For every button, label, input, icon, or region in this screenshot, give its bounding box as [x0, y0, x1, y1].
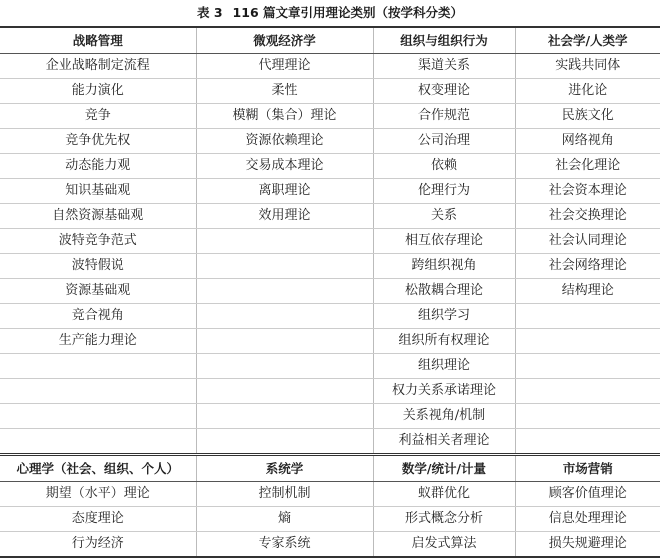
table-row [0, 54, 660, 79]
table-cell: 态度理论 [0, 507, 196, 532]
table-cell: 权变理论 [373, 79, 515, 104]
table-cell: 损失规避理论 [515, 532, 660, 558]
table-cell [515, 329, 660, 354]
table-cell [515, 354, 660, 379]
table-cell [196, 354, 373, 379]
table-cell: 竞合视角 [0, 304, 196, 329]
table-cell [196, 229, 373, 254]
table-row [0, 204, 660, 229]
table-cell [0, 429, 196, 455]
table-cell: 社会化理论 [515, 154, 660, 179]
table-caption [0, 0, 660, 26]
table-title: 116 篇文章引用理论类别（按学科分类） [232, 5, 463, 20]
table-cell: 能力演化 [0, 79, 196, 104]
table-row [0, 279, 660, 304]
theory-category-table [0, 26, 660, 558]
table-row [0, 129, 660, 154]
table-cell [196, 379, 373, 404]
table-cell [196, 304, 373, 329]
table-cell: 动态能力观 [0, 154, 196, 179]
table-cell: 柔性 [196, 79, 373, 104]
column-header: 微观经济学 [196, 27, 373, 54]
table-row [0, 354, 660, 379]
column-header: 社会学/人类学 [515, 27, 660, 54]
table-row [0, 179, 660, 204]
section1-body [0, 54, 660, 455]
table-row [0, 254, 660, 279]
table-cell: 交易成本理论 [196, 154, 373, 179]
table-row [0, 104, 660, 129]
column-header: 心理学（社会、组织、个人） [0, 455, 196, 482]
table-cell: 跨组织视角 [373, 254, 515, 279]
table-row [0, 79, 660, 104]
table-cell: 资源依赖理论 [196, 129, 373, 154]
table-cell: 进化论 [515, 79, 660, 104]
table-cell [196, 279, 373, 304]
table-cell: 社会认同理论 [515, 229, 660, 254]
table-cell: 结构理论 [515, 279, 660, 304]
table-cell [0, 379, 196, 404]
table-cell: 形式概念分析 [373, 507, 515, 532]
table-cell: 组织学习 [373, 304, 515, 329]
table-cell: 期望（水平）理论 [0, 482, 196, 507]
table-cell: 知识基础观 [0, 179, 196, 204]
table-cell: 启发式算法 [373, 532, 515, 558]
table-cell: 相互依存理论 [373, 229, 515, 254]
table-cell: 合作规范 [373, 104, 515, 129]
table-cell: 松散耦合理论 [373, 279, 515, 304]
table-cell: 波特竞争范式 [0, 229, 196, 254]
table-cell [0, 404, 196, 429]
table-cell: 组织理论 [373, 354, 515, 379]
table-cell: 社会网络理论 [515, 254, 660, 279]
table-cell: 伦理行为 [373, 179, 515, 204]
table-cell: 模糊（集合）理论 [196, 104, 373, 129]
table-cell: 依赖 [373, 154, 515, 179]
table-row [0, 329, 660, 354]
table-cell [196, 329, 373, 354]
table-cell: 波特假说 [0, 254, 196, 279]
table-cell: 自然资源基础观 [0, 204, 196, 229]
table-cell: 公司治理 [373, 129, 515, 154]
table-cell [515, 379, 660, 404]
table-cell: 专家系统 [196, 532, 373, 558]
table-number: 表 3 [196, 5, 223, 20]
column-header: 数学/统计/计量 [373, 455, 515, 482]
table-row [0, 229, 660, 254]
table-cell: 顾客价值理论 [515, 482, 660, 507]
table-cell: 实践共同体 [515, 54, 660, 79]
table-cell: 离职理论 [196, 179, 373, 204]
table-row [0, 532, 660, 558]
table-cell: 竞争优先权 [0, 129, 196, 154]
table-cell: 网络视角 [515, 129, 660, 154]
table-cell: 效用理论 [196, 204, 373, 229]
table-row [0, 404, 660, 429]
table-cell: 关系视角/机制 [373, 404, 515, 429]
table-cell: 控制机制 [196, 482, 373, 507]
table-cell [515, 404, 660, 429]
table-row [0, 429, 660, 455]
table-cell [196, 254, 373, 279]
section1-header-row [0, 27, 660, 54]
table-cell [515, 429, 660, 455]
table-cell: 民族文化 [515, 104, 660, 129]
table-cell: 权力关系承诺理论 [373, 379, 515, 404]
column-header: 系统学 [196, 455, 373, 482]
table-cell: 行为经济 [0, 532, 196, 558]
table-cell [515, 304, 660, 329]
table-cell: 关系 [373, 204, 515, 229]
table-cell: 蚁群优化 [373, 482, 515, 507]
table-row [0, 507, 660, 532]
table-row [0, 154, 660, 179]
table-cell: 熵 [196, 507, 373, 532]
column-header: 战略管理 [0, 27, 196, 54]
table-cell: 社会交换理论 [515, 204, 660, 229]
table-cell [0, 354, 196, 379]
table-cell: 竞争 [0, 104, 196, 129]
table-cell: 组织所有权理论 [373, 329, 515, 354]
table-cell: 代理理论 [196, 54, 373, 79]
table-cell: 社会资本理论 [515, 179, 660, 204]
column-header: 组织与组织行为 [373, 27, 515, 54]
section2-header-row [0, 455, 660, 482]
table-row [0, 482, 660, 507]
section2 [0, 455, 660, 558]
column-header: 市场营销 [515, 455, 660, 482]
table-cell: 渠道关系 [373, 54, 515, 79]
table-cell: 信息处理理论 [515, 507, 660, 532]
table-cell: 资源基础观 [0, 279, 196, 304]
table-cell: 利益相关者理论 [373, 429, 515, 455]
table-cell: 生产能力理论 [0, 329, 196, 354]
table-cell: 企业战略制定流程 [0, 54, 196, 79]
table-row [0, 379, 660, 404]
table-cell [196, 429, 373, 455]
table-row [0, 304, 660, 329]
table-cell [196, 404, 373, 429]
